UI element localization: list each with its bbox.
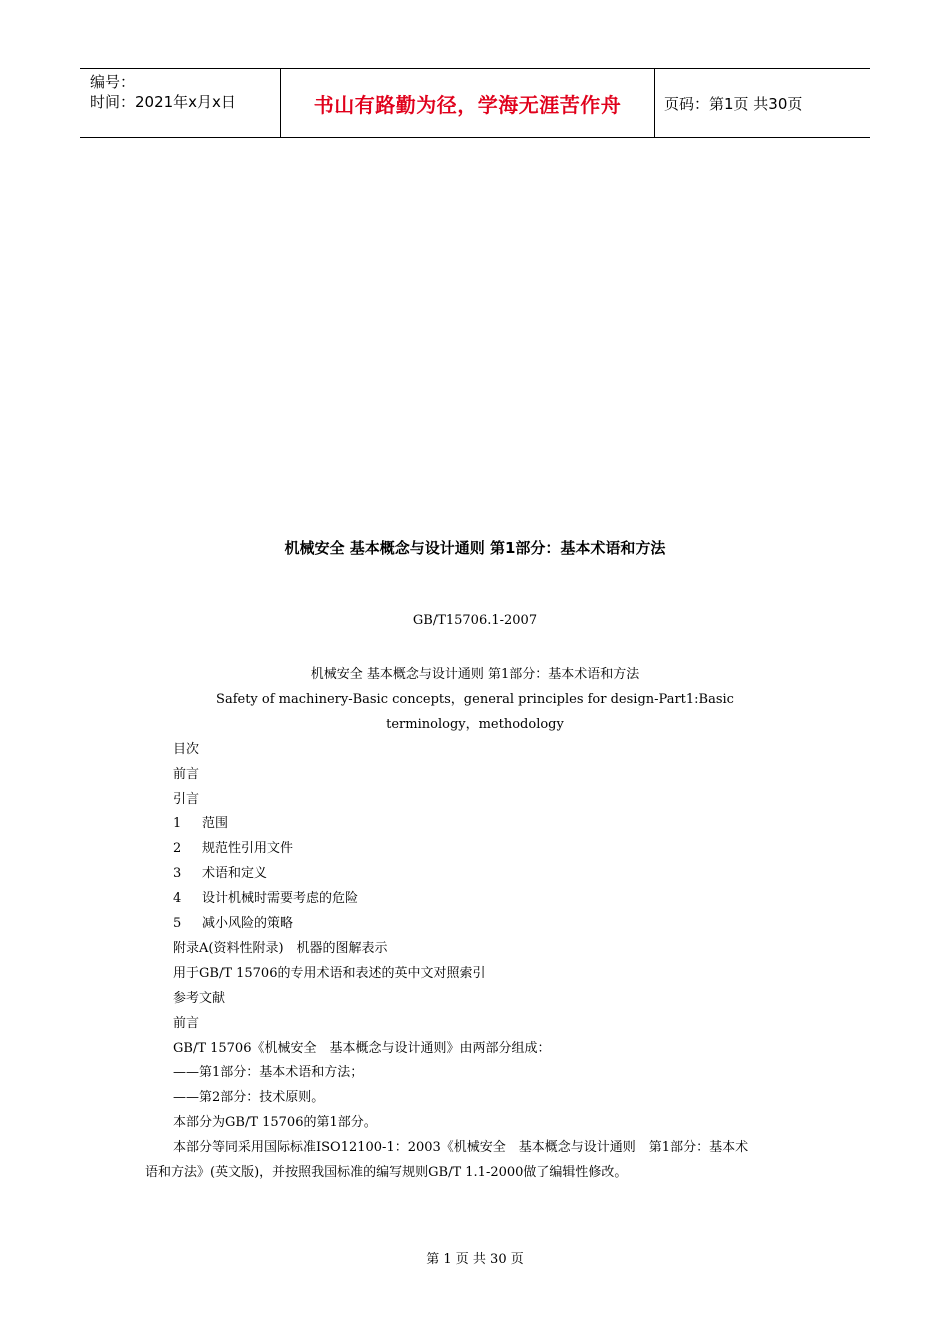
- toc-item-text: 减小风险的策略: [202, 916, 294, 931]
- toc-item: [173, 788, 199, 807]
- toc-heading: 目次: [173, 742, 200, 757]
- toc-item: [173, 887, 358, 906]
- toc-item: [173, 862, 267, 881]
- toc-item: [173, 937, 388, 956]
- preface-heading: 前言: [173, 1016, 200, 1031]
- toc-item-number: 2: [173, 841, 182, 856]
- doc-code-label: 编号：: [90, 73, 136, 91]
- doc-date-label: 时间：2021年x月x日: [90, 93, 236, 111]
- toc-item-text: 参考文献: [173, 991, 226, 1006]
- header-motto: 书山有路勤为径，学海无涯苦作舟: [313, 92, 622, 117]
- toc-item-number: 3: [173, 866, 182, 881]
- toc-item: [173, 962, 485, 981]
- header-page-cell: [655, 69, 870, 137]
- subtitle-english-line-2: terminology，methodology: [386, 717, 564, 732]
- subtitle-english-line-1: Safety of machinery-Basic concepts，general principles for design-Part1:Basic: [216, 692, 734, 707]
- document-title: 机械安全 基本概念与设计通则 第1部分：基本术语和方法: [284, 539, 666, 557]
- toc-item-number: 1: [173, 816, 182, 831]
- toc-item-text: 前言: [173, 767, 200, 782]
- toc-item-text: 设计机械时需要考虑的危险: [202, 891, 359, 906]
- page-footer: 第 1 页 共 30 页: [426, 1252, 524, 1267]
- header-page-info: 页码：第1页 共30页: [664, 94, 803, 113]
- header-motto-cell: [281, 69, 655, 137]
- preface-paragraph: 本部分为GB/T 15706的第1部分。: [173, 1115, 377, 1130]
- standard-number: GB/T15706.1-2007: [412, 613, 538, 628]
- preface-paragraph-continued: 语和方法》(英文版)，并按照我国标准的编写规则GB/T 1.1-2000做了编辑性修改。: [145, 1165, 628, 1180]
- toc-item-text: 引言: [173, 792, 200, 807]
- toc-item: [173, 837, 293, 856]
- preface-paragraph: 本部分等同采用国际标准ISO12100-1：2003《机械安全 基本概念与设计通则 第1部分：基本术: [173, 1140, 749, 1155]
- toc-item: [173, 812, 228, 831]
- toc-item-text: 规范性引用文件: [202, 841, 294, 856]
- toc-item-number: 4: [173, 891, 182, 906]
- toc-item-number: 5: [173, 916, 182, 931]
- toc-item-text: 范围: [202, 816, 229, 831]
- header-meta-cell: [80, 69, 281, 137]
- subtitle-chinese: 机械安全 基本概念与设计通则 第1部分：基本术语和方法: [310, 667, 640, 682]
- preface-paragraph: GB/T 15706《机械安全 基本概念与设计通则》由两部分组成：: [173, 1041, 551, 1056]
- toc-item: [173, 912, 293, 931]
- toc-item: [173, 763, 199, 782]
- toc-item-text: 用于GB/T 15706的专用术语和表述的英中文对照索引: [173, 966, 486, 981]
- toc-item-text: 附录A(资料性附录) 机器的图解表示: [173, 941, 388, 956]
- page-header: [80, 68, 870, 138]
- preface-list-item: ——第2部分：技术原则。: [173, 1090, 325, 1105]
- toc-item-text: 术语和定义: [202, 866, 268, 881]
- preface-list-item: ——第1部分：基本术语和方法；: [173, 1065, 364, 1080]
- toc-item: [173, 987, 225, 1006]
